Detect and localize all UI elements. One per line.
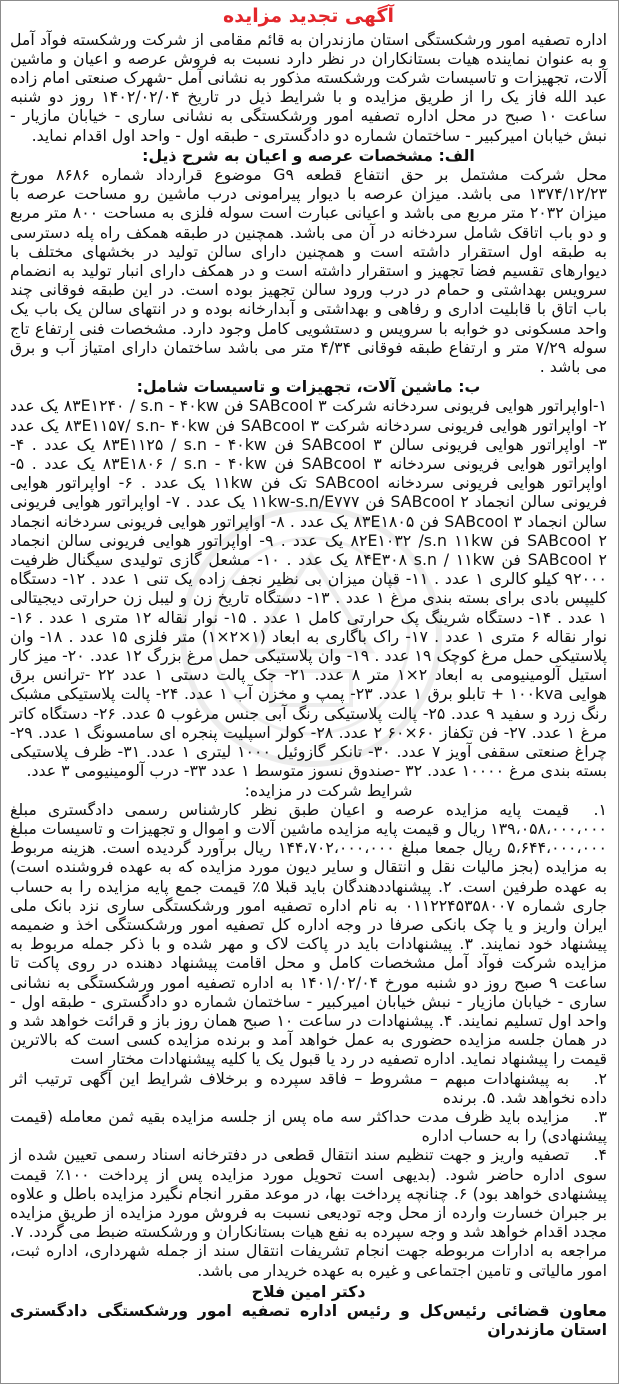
equipment-item: ۱۴- دستگاه شرینگ پک حرارتی کامل ۱ عدد . [252, 607, 552, 627]
condition-2 [10, 1069, 607, 1107]
equipment-item: ۲- اواپراتور هوایی فریونی سردخانه شرکت SABcool ۳ فن ۸۳E۱۱۵۷/ s.n- ۴۰kw یک عدد [10, 415, 608, 435]
equipment-item: ۸- اواپراتور هوایی فریونی سردخانه انجماد SABcool ۲ فن ۸۲E۱۰۳۲ /s.n ۱۱kw یک عدد . [10, 511, 607, 550]
equipment-item: ۱۵- نوار نقاله ۱۲ متری ۱ عدد . [38, 607, 247, 627]
equipment-item: ۳۱- ظرف پلاستیکی بسته بندی مرغ ۱۰۰۰۰ عدد. [10, 742, 607, 781]
equipment-item: ۳۳- درب آلومینیومی ۳ عدد. [26, 761, 207, 781]
signatory-name: دکتر امین فلاح [251, 1281, 366, 1301]
equipment-item: ۱-اواپراتور هوایی فریونی سردخانه شرکت SABcool ۳ فن ۸۳E۱۲۴۰ / s.n - ۴۰kw یک عدد [10, 396, 608, 416]
equipment-item: ۲۱- جک پالت دستی ۱ عدد [122, 665, 308, 685]
equipment-item: ۳- اواپراتور هوایی فریونی سالن SABcool ۳ فن ۸۳E۱۱۲۵ / s.n - ۴۰kw یک عدد . [31, 434, 607, 454]
condition-number: ۱. [593, 799, 607, 819]
equipment-item: ۱۲- دستگاه کلیپس بادی برای بسته بندی مرغ ۱ عدد . [10, 569, 608, 608]
equipment-item: ۴- اواپراتور هوایی فریونی سردخانه SABcool ۳ فن ۸۳E۱۸۰۶ / s.n - ۴۰kw یک عدد . [10, 434, 607, 474]
equipment-item: ۱۱- قپان میزان بی نظیر نجف زاده یک تنی ۱ عدد . [90, 569, 429, 589]
section-a-text: محل شرکت مشتمل بر حق انتفاع قطعه G۹ موضوع قرارداد شماره ۸۶۸۶ مورخ ۱۳۷۴/۱۲/۲۳ می باشد. میزان عرصه با دیوار پیرامونی درب ماشین رو مساحت عرصه با میزان ۲۰۳۲ متر مربع می باشد و اعیانی عبارت است سوله فلزی به مساحت ۸۰۰ متر مربع و دو باب اتاقک شامل سردخانه در آن می باشد. همچنین در طبقه همکف راه پله دسترسی به طبقه اول استقرار داشته است و همچنین دارای سالن تولید در بخشهای مختلف با دیوارهای تقسیم فضا تجهیز و استقرار داشته است و در همکف دارای انبار تولید به انضمام سرویس بهداشتی و حمام در درب ورود سالن تجهیز بوده است. در این طبقه فوقانی چند باب اتاق با قابلیت اداری و رفاهی و بهداشتی و آبدارخانه بوده و در انتهای سالن یک باب یک واحد مسکونی دو خوابه با سرویس و دستشویی کامل وجود دارد. مشخصات فنی ارتفاع تاج سوله ۷/۲۹ متر و ارتفاع طبقه فوقانی ۴/۳۴ متر می باشد ساختمان دارای امتیاز آب و برق می باشد . [10, 165, 608, 377]
equipment-item: ۲۰- میز کار استیل آلومینیومی به ابعاد ۲×۱ متر ۸ عدد. [10, 646, 607, 685]
equipment-item: ۲۶- دستگاه کاتر مرغ ۱ عدد. [10, 703, 608, 742]
equipment-item: ۲۸- کولر اسپلیت پنجره ای سامسونگ ۱ عدد. [37, 722, 334, 742]
equipment-item: ۲۷- فن تکفاز ۶۰×۶۰ ۲ عدد. [338, 722, 527, 742]
equipment-list [10, 396, 607, 780]
equipment-item: ۲۲ -ترانس برق هوایی ۱۰۰kva + تابلو برق ۱ عدد. [10, 665, 607, 704]
condition-1 [10, 800, 607, 1069]
equipment-item: ۱۹- وان پلاستیکی حمل مرغ بزرگ ۱۲ عدد. [89, 646, 370, 666]
equipment-item: ۲۳- پمپ و مخزن آب ۱ عدد. [183, 684, 373, 704]
equipment-item: ۲۹- چراغ صنعتی سقفی آویز ۷ عدد. [10, 722, 607, 762]
equipment-item: ۲۴- پالت پلاستیکی مشبک رنگ زرد و سفید ۹ عدد. [10, 684, 608, 723]
equipment-item: ۱۶- نوار نقاله ۶ متری ۱ عدد . [10, 607, 607, 646]
condition-number: ۳. [593, 1106, 607, 1126]
condition-text: قیمت پایه مزایده عرصه و اعیان طبق نظر کارشناس رسمی دادگستری مبلغ ۱۳۹،۰۵۸،۰۰۰،۰۰۰ ریال و قیمت پایه مزایده ماشین آلات و اموال و تجهیزات و تاسیسات مبلغ ۵،۶۴۴،۰۰۰،۰۰۰ ریال جمعا مبلغ ۱۴۴،۷۰۲،۰۰۰،۰۰۰ ریال برآورد گردیده است. هزینه مربوط به مزایده (بجز مالیات نقل و انتقال و سایر دیون مورد مزایده که به عهده فروشنده است) به عهده طرفین است. ۲. پیشنهاددهندگان باید قبلا ۵٪ قیمت جمع پایه مزایده را به حساب جاری شماره ۰۱۱۲۲۴۵۳۵۸۰۰۷ به نام اداره تصفیه امور ورشکستگی ساری نزد بانک ملی ایران واریز و یا چک بانکی صرفا در وجه اداره کل تصفیه امور ورشکستگی اخذ و ضمیمه پیشنهاد خود نمایند. ۳. پیشنهادات باید در پاکت لاک و مهر شده و با ذکر جمله مربوط به مزایده شرکت فوآد آمل مشخصات کامل و محل اقامت پیشنهاد دهنده در روی پاکت تا ساعت ۹ صبح روز دو شنبه مورخ ۱۴۰۱/۰۲/۰۴ به اداره تصفیه امور ورشکستگی به نشانی ساری - خیابان مازیار - نبش خیابان امیرکبیر - ساختمان شماره دو دادگستری - طبقه اول - واحد اول تسلیم نمایند. ۴. پیشنهادات در ساعت ۱۰ صبح همان روز باز و قرائت خواهد شد و در همان جلسه مزایده حضوری به عمل خواهد آمد و برنده مزایده کسی است که بالاترین قیمت را پیشنهاد نماید. اداره تصفیه در رد یا قبول یک یا کلیه پیشنهادات مختار است [10, 799, 607, 1069]
equipment-item: ۳۲ -صندوق نسوز متوسط ۱ عدد [211, 761, 423, 781]
condition-number: ۲. [593, 1068, 607, 1088]
equipment-item: ۵- اواپراتور هوایی فریونی سردخانه SABcool تک فن ۱۱kw یک عدد . [10, 454, 607, 493]
equipment-item: ۷- اواپراتور هوایی فریونی سالن انجماد SABcool ۳ فن ۸۳E۱۸۰۵ یک عدد . [10, 492, 608, 531]
equipment-item: ۱۷- راک باگاری به ابعاد (۱×۲×۱) متر فلزی ۱۵ عدد . [68, 626, 428, 646]
condition-text: تصفیه واریز و جهت تنظیم سند انتقال قطعی در دفترخانه اسناد رسمی تعیین شده از سوی اداره حاضر شود. (بدیهی است تحویل مورد مزایده پس از پرداخت ۱۰۰٪ قیمت پیشنهادی خواهد بود) ۶. چنانچه پرداخت بها، در موعد مقرر انجام نگیرد مزایده باطل و علاوه بر جبران خسارت وارده از محل وجه تودیعی نسبت به فروش مورد مزایده از طریق مزایده مجدد اقدام خواهد شد و وجه سپرده به نفع هیات بستانکاران و ورشکسته ضبط می گردد. ۷. مراجعه به ادارات مربوطه جهت انجام تشریفات انتقال سند از جمله شهرداری، اداره ثبت، امور مالیاتی و تامین اجتماعی و غیره به عهده خریدار می باشد. [10, 1145, 608, 1280]
equipment-item: ۱۰- مشعل گازی تولیدی سیگنال ظرفیت ۹۲۰۰۰ کیلو کالری ۱ عدد . [10, 550, 607, 589]
equipment-item: ۱۳- دستگاه تاریخ زن و لیبل زن حرارتی دیجیتالی ۱ عدد . [10, 588, 607, 627]
condition-3 [10, 1107, 607, 1145]
condition-4 [10, 1145, 607, 1279]
condition-text: مزایده باید ظرف مدت حداکثر سه ماه پس از جلسه مزایده بقیه ثمن معامله (قیمت پیشنهادی) را به حساب اداره [10, 1106, 607, 1146]
equipment-item: ۶- اواپراتور هوایی فریونی سالن انجماد SABcool ۲ فن ۱۱kw-s.n/E۷۷۷ یک عدد . [10, 473, 608, 512]
signatory-title: معاون قضائی رئیس‌کل و رئیس اداره تصفیه امور ورشکستگی دادگستری استان مازندران [10, 1300, 607, 1340]
condition-text: به پیشنهادات مبهم – مشروط – فاقد سپرده و برخلاف شرایط این آگهی ترتیب اثر داده نخواهد شد. ۵. برنده [10, 1068, 607, 1107]
intro-paragraph: اداره تصفیه امور ورشکستگی استان مازندران به قائم مقامی از شرکت ورشکسته فوآد آمل و به عنوان نماینده هیات بستانکاران در نظر دارد نسبت به فروش عرصه و اعیان و ماشین آلات، تجهیزات و تاسیسات شرکت ورشکسته مذکور به نشانی آمل -شهرک صنعتی امام زاده عبد الله فاز یک را از طریق مزایده و با شرایط ذیل در تاریخ ۱۴۰۲/۰۲/۰۴ روز دو شنبه ساعت ۱۰ صبح در محل اداره تصفیه امور ورشکستگی به نشانی ساری - خیابان مازیار - نبش خیابان امیرکبیر - ساختمان شماره دو دادگستری - طبقه اول - واحد اول اقدام نماید. [10, 29, 607, 145]
notice-title: آگهی تجدید مزایده [223, 5, 394, 27]
section-b-heading: ب: ماشین آلات، تجهیزات و تاسیسات شامل: [136, 377, 481, 397]
equipment-item: ۲۵- پالت پلاستیکی رنگ آبی جنس مرغوب ۵ عدد. [121, 703, 446, 723]
condition-number: ۴. [593, 1145, 607, 1165]
equipment-item: ۹- اواپراتور هوایی فریونی سالن انجماد SABcool ۲ فن ۸۴E۳۰۸ s.n / ۱۱kw یک عدد . [10, 530, 607, 570]
section-a-heading: الف: مشخصات عرصه و اعیان به شرح ذیل: [142, 145, 475, 165]
conditions-heading: شرایط شرکت در مزایده: [244, 780, 413, 800]
equipment-item: ۳۰- تانکر گازوئیل ۱۰۰۰ لیتری ۱ عدد. [146, 742, 391, 762]
equipment-item: ۱۸- وان پلاستیکی حمل مرغ کوچک ۱۹ عدد . [10, 626, 607, 666]
